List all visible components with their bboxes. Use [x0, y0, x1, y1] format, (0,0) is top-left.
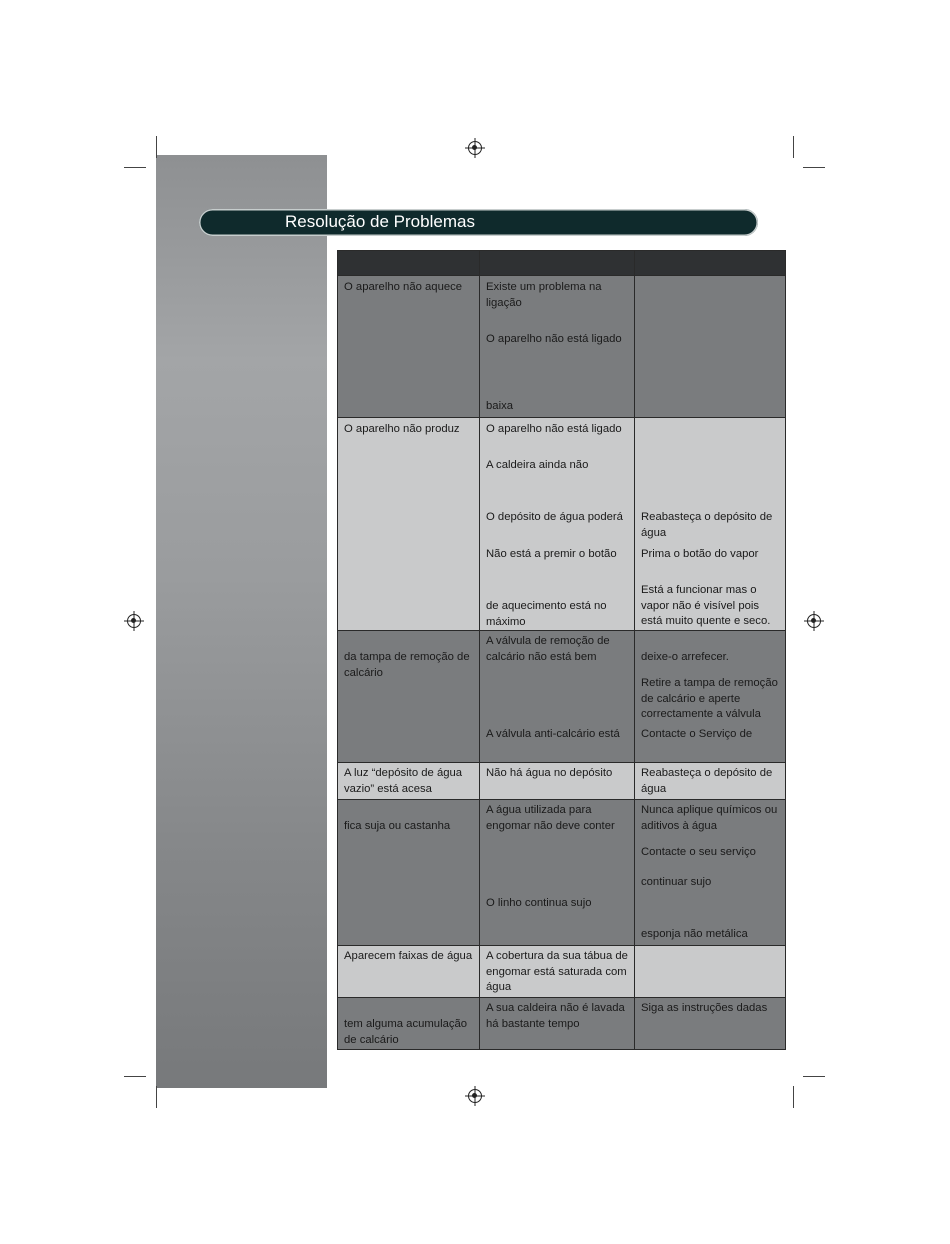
problem-cell: [338, 800, 480, 946]
crop-mark: [124, 167, 146, 168]
cause-cell: [480, 763, 635, 800]
table-row: [338, 276, 786, 418]
cell-text: Existe um problema na ligação: [486, 281, 602, 309]
cell-text: Está a funcionar mas o vapor não é visível pois está muito quente e seco.: [641, 584, 771, 627]
header-cell: [338, 251, 480, 276]
cell-text: O linho continua sujo: [486, 897, 592, 909]
section-title-bar: [199, 209, 758, 236]
registration-mark-icon: [468, 1089, 482, 1103]
problem-cell: [338, 276, 480, 418]
problem-cell: [338, 418, 480, 631]
cell-text: A caldeira ainda não: [486, 459, 589, 471]
crop-mark: [803, 167, 825, 168]
page-title: Resolução de Problemas: [285, 212, 475, 231]
cell-text: A luz “depósito de água vazio” está acesa: [344, 767, 463, 795]
cell-text: O depósito de água poderá: [486, 511, 623, 523]
cell-text: Contacte o seu serviço: [641, 846, 756, 858]
solution-cell: [635, 800, 786, 946]
solution-cell: [635, 631, 786, 763]
table-row: [338, 763, 786, 800]
cell-text: fica suja ou castanha: [344, 820, 451, 832]
cell-text: A cobertura da sua tábua de engomar está saturada com água: [486, 950, 628, 993]
cause-cell: [480, 998, 635, 1050]
registration-mark-icon: [127, 614, 141, 628]
cell-text: da tampa de remoção de calcário: [344, 651, 470, 679]
cell-text: Não há água no depósito: [486, 767, 613, 779]
gray-sidebar-band: [156, 155, 327, 1088]
solution-cell: [635, 998, 786, 1050]
cell-text: tem alguma acumulação de calcário: [344, 1018, 468, 1046]
cell-text: de aquecimento está no máximo: [486, 600, 607, 628]
table-row: [338, 631, 786, 763]
table-header-row: [338, 251, 786, 276]
registration-mark-icon: [468, 141, 482, 155]
problem-cell: [338, 631, 480, 763]
problem-cell: [338, 998, 480, 1050]
cause-cell: [480, 276, 635, 418]
cell-text: Nunca aplique químicos ou aditivos à água: [641, 804, 778, 832]
troubleshooting-table: [337, 250, 786, 1050]
solution-cell: [635, 418, 786, 631]
cause-cell: [480, 418, 635, 631]
cell-text: Não está a premir o botão: [486, 548, 617, 560]
crop-mark: [793, 1086, 794, 1108]
header-cell: [635, 251, 786, 276]
cell-text: O aparelho não está ligado: [486, 333, 622, 345]
cell-text: A válvula anti-calcário está: [486, 728, 620, 740]
table-row: [338, 800, 786, 946]
cell-text: deixe-o arrefecer.: [641, 651, 729, 663]
solution-cell: [635, 276, 786, 418]
cell-text: Retire a tampa de remoção de calcário e aperte correctamente a válvula: [641, 677, 778, 720]
cell-text: continuar sujo: [641, 876, 712, 888]
cell-text: A água utilizada para engomar não deve conter: [486, 804, 615, 832]
cell-text: Siga as instruções dadas: [641, 1002, 768, 1014]
cause-cell: [480, 631, 635, 763]
cell-text: Contacte o Serviço de: [641, 728, 753, 740]
crop-mark: [156, 136, 157, 158]
crop-mark: [793, 136, 794, 158]
crop-mark: [124, 1076, 146, 1077]
crop-mark: [156, 1086, 157, 1108]
cell-text: esponja não metálica: [641, 928, 748, 940]
registration-mark-icon: [807, 614, 821, 628]
cell-text: Aparecem faixas de água: [344, 950, 473, 962]
crop-mark: [803, 1076, 825, 1077]
cell-text: Reabasteça o depósito de água: [641, 511, 773, 539]
header-cell: [480, 251, 635, 276]
solution-cell: [635, 946, 786, 998]
solution-cell: [635, 763, 786, 800]
table-row: [338, 418, 786, 631]
cell-text: O aparelho não produz: [344, 423, 460, 435]
cell-text: Reabasteça o depósito de água: [641, 767, 773, 795]
table-row: [338, 998, 786, 1050]
table-row: [338, 946, 786, 998]
cause-cell: [480, 946, 635, 998]
cause-cell: [480, 800, 635, 946]
cell-text: Prima o botão do vapor: [641, 548, 759, 560]
problem-cell: [338, 946, 480, 998]
cell-text: O aparelho não está ligado: [486, 423, 622, 435]
cell-text: A válvula de remoção de calcário não está bem: [486, 635, 610, 663]
problem-cell: [338, 763, 480, 800]
cell-text: baixa: [486, 400, 514, 412]
cell-text: A sua caldeira não é lavada há bastante tempo: [486, 1002, 625, 1030]
cell-text: O aparelho não aquece: [344, 281, 463, 293]
